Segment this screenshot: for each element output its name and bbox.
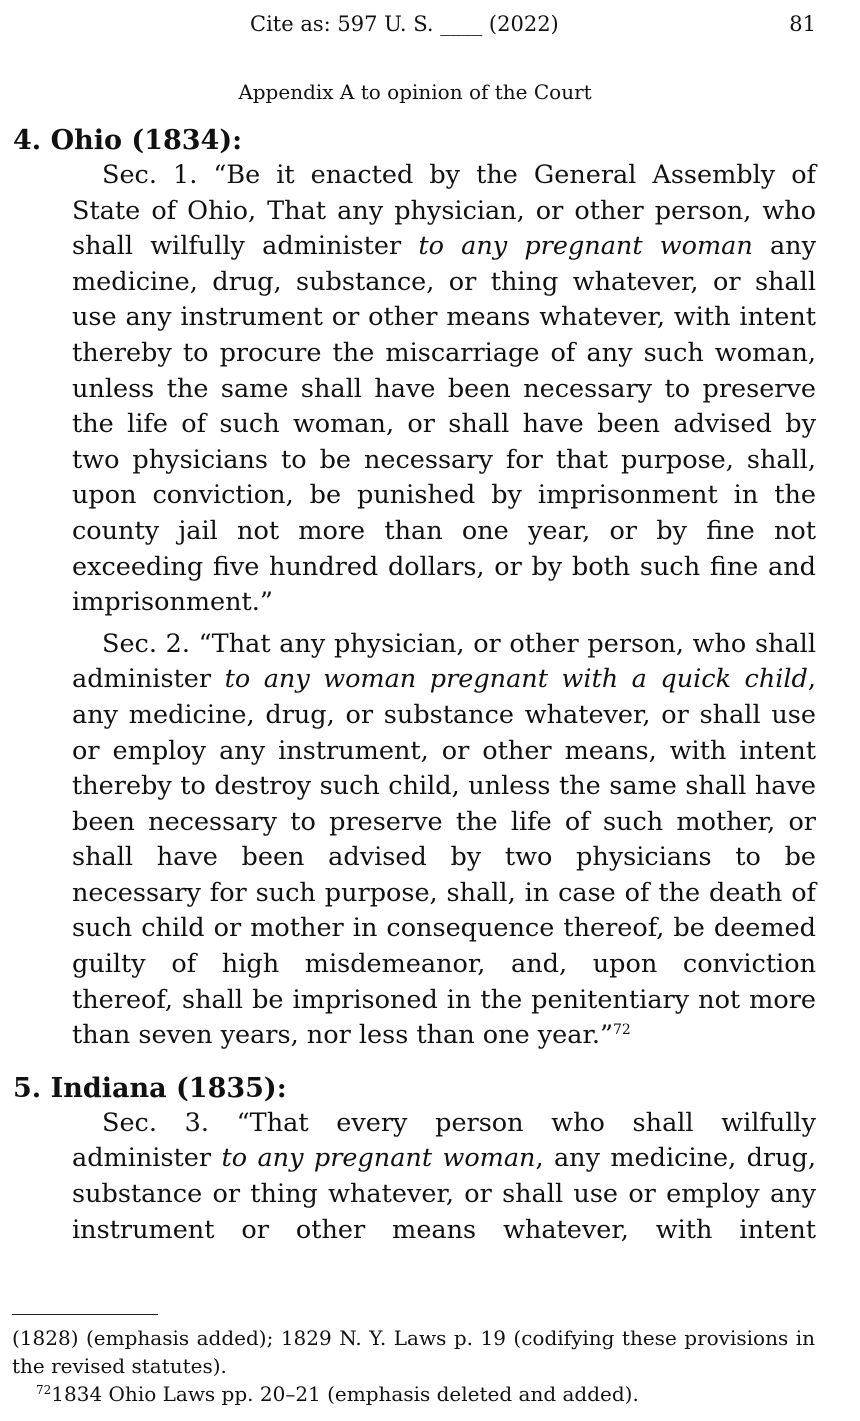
- indiana-sec3-emphasis: to any pregnant woman: [221, 1143, 536, 1174]
- footnote-72: [12, 1380, 815, 1408]
- footnote-72-number: 72: [36, 1383, 52, 1397]
- heading-ohio: 4. Ohio (1834):: [13, 125, 243, 156]
- indiana-section-3: [72, 1106, 816, 1248]
- running-header: [0, 12, 860, 44]
- heading-indiana: 5. Indiana (1835):: [13, 1072, 287, 1104]
- footnote-72-text: 1834 Ohio Laws pp. 20–21 (emphasis deleted and added).: [51, 1382, 639, 1406]
- footnotes: [12, 1324, 815, 1408]
- ohio-sec1-text-b: any medicine, drug, substance, or thing whatever, or shall use any instrument or other means whatever, with intent thereby to procure the miscarriage of any such woman, unless the same shall have been necessary to preserve the life of such woman, or shall have been advised by two physicians to be necessary for that purpose, shall, upon conviction, be punished by imprisonment in the county jail not more than one year, or by fine not exceeding five hundred dollars, or by both such fine and imprisonment.”: [72, 231, 816, 618]
- ohio-sec2-text-a: Sec. 2. “That any physician, or other person, who shall administer: [72, 628, 816, 695]
- citation-line: Cite as: 597 U. S. ____ (2022): [250, 12, 559, 36]
- indiana-sec3-text-a: Sec. 3. “That every person who shall wilfully administer: [72, 1107, 816, 1174]
- footnote-divider: [12, 1314, 158, 1315]
- ohio-sec1-text-a: Sec. 1. “Be it enacted by the General Assembly of State of Ohio, That any physician, or other person, who shall wilfully administer: [72, 160, 816, 262]
- indiana-sec3-text-b: , any medicine, drug, substance or thing whatever, or shall use or employ any instrument or other means whatever, with intent: [72, 1143, 816, 1245]
- footnote-continuation: (1828) (emphasis added); 1829 N. Y. Laws p. 19 (codifying these provisions in the revised statutes).: [12, 1326, 815, 1378]
- page-number: 81: [789, 12, 816, 36]
- ohio-sec2-text-b: , any medicine, drug, or substance whatever, or shall use or employ any instrument, or other means, with intent thereby to destroy such child, unless the same shall have been necessary to preserve the life of such mother, or shall have been advised by two physicians to be necessary for such purpose, shall, in case of the death of such child or mother in consequence thereof, be deemed guilty of high misdemeanor, and, upon conviction thereof, shall be imprisoned in the penitentiary not more than seven years, nor less than one year.”: [72, 664, 816, 1051]
- ohio-section-1: [72, 158, 816, 621]
- appendix-body: [13, 124, 816, 1248]
- ohio-sec1-emphasis: to any pregnant woman: [418, 231, 753, 262]
- ohio-sec2-emphasis: to any woman pregnant with a quick child: [224, 664, 808, 695]
- footnote-ref-72[interactable]: 72: [613, 1022, 631, 1039]
- ohio-section-2: [72, 627, 816, 1054]
- appendix-title: Appendix A to opinion of the Court: [238, 80, 592, 104]
